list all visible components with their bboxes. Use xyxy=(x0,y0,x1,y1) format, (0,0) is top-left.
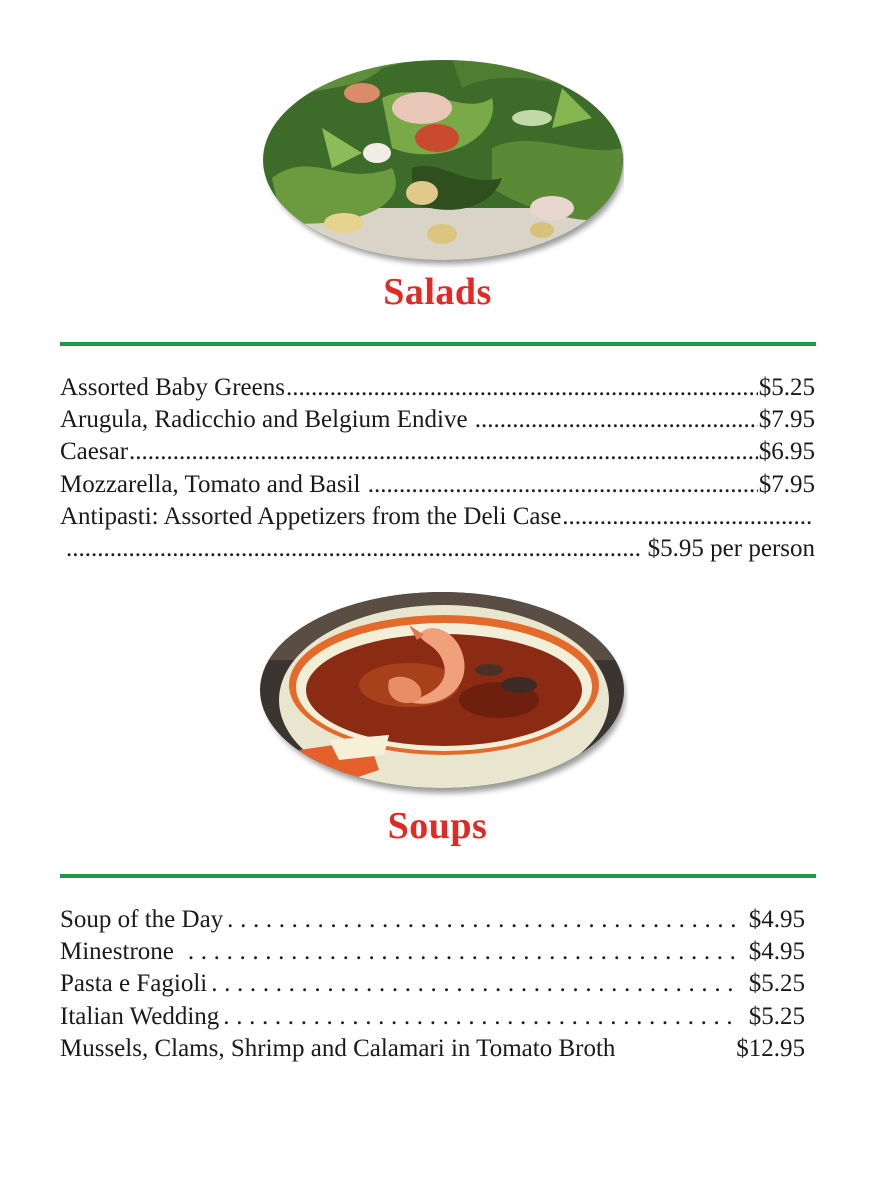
item-name: Caesar xyxy=(60,438,129,466)
dot-leader xyxy=(129,438,758,466)
soups-heading: Soups xyxy=(387,805,488,847)
item-name: Minestrone xyxy=(60,938,174,966)
salads-menu-list xyxy=(60,374,815,567)
dot-leader xyxy=(211,970,737,998)
item-name: Mozzarella, Tomato and Basil xyxy=(60,470,367,498)
item-price: $12.95 xyxy=(736,1034,805,1062)
dot-leader xyxy=(368,471,758,499)
menu-item xyxy=(60,471,815,503)
item-price: $7.95 xyxy=(758,470,815,498)
menu-item xyxy=(60,906,805,938)
item-name: Italian Wedding xyxy=(60,1002,220,1030)
item-price: $5.95 per person xyxy=(647,534,815,562)
dot-leader xyxy=(562,503,811,531)
soups-menu-list xyxy=(60,906,805,1067)
item-price: $5.25 xyxy=(748,970,805,998)
dot-leader xyxy=(475,406,758,434)
dot-leader xyxy=(286,374,758,402)
item-price: $4.95 xyxy=(748,938,805,966)
dot-leader xyxy=(188,938,737,966)
menu-item xyxy=(60,406,815,438)
soups-divider xyxy=(60,874,816,878)
menu-item xyxy=(60,438,815,470)
item-name: Pasta e Fagioli xyxy=(60,970,208,998)
menu-item xyxy=(60,1035,805,1067)
item-price: $5.25 xyxy=(748,1002,805,1030)
dot-leader xyxy=(223,1003,736,1031)
item-name: Soup of the Day xyxy=(60,906,224,933)
item-price: $6.95 xyxy=(758,438,815,466)
salad-photo xyxy=(262,58,624,268)
dot-leader xyxy=(60,535,642,563)
menu-item xyxy=(60,1003,805,1035)
dot-leader xyxy=(227,906,737,934)
item-name: Antipasti: Assorted Appetizers from the Deli Case xyxy=(60,502,562,530)
soup-photo xyxy=(259,590,629,800)
salads-divider xyxy=(60,342,816,346)
menu-item xyxy=(60,503,815,535)
menu-item-continued xyxy=(60,535,815,567)
item-name: Arugula, Radicchio and Belgium Endive xyxy=(60,406,474,434)
item-name: Assorted Baby Greens xyxy=(60,374,285,401)
menu-item xyxy=(60,970,805,1002)
item-price: $5.25 xyxy=(758,374,815,401)
item-price: $7.95 xyxy=(758,406,815,434)
item-price: $4.95 xyxy=(748,906,805,933)
salads-heading: Salads xyxy=(383,271,492,313)
item-name: Mussels, Clams, Shrimp and Calamari in Tomato Broth xyxy=(60,1034,616,1062)
menu-item xyxy=(60,374,815,406)
menu-item xyxy=(60,938,805,970)
